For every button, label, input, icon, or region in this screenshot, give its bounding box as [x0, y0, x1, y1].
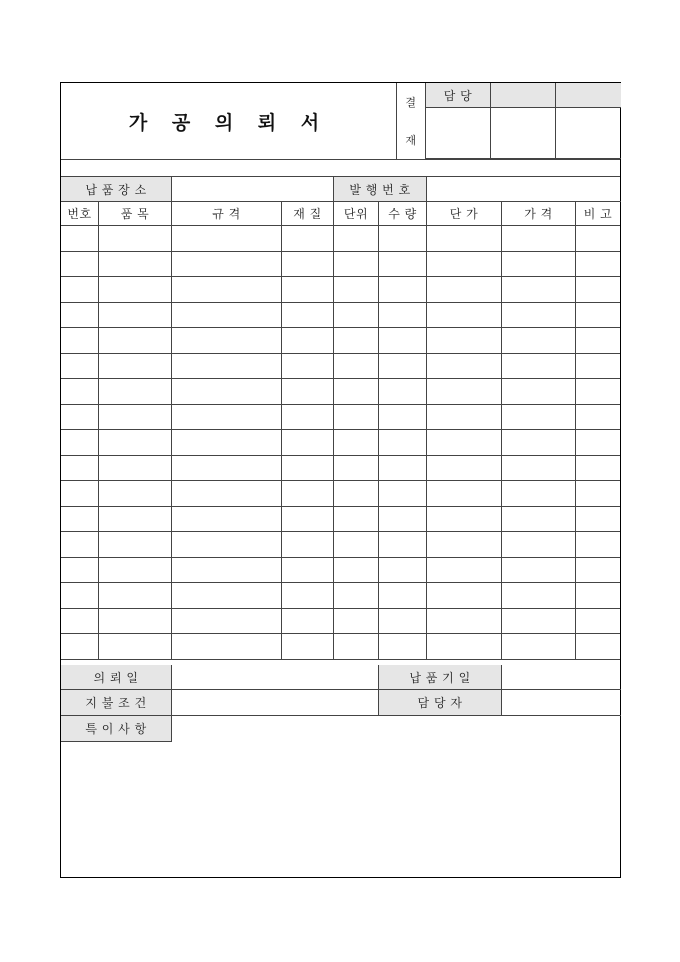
table-cell[interactable] — [99, 558, 172, 584]
table-cell[interactable] — [576, 379, 620, 405]
table-cell[interactable] — [379, 456, 427, 482]
table-cell[interactable] — [282, 583, 334, 609]
table-cell[interactable] — [282, 252, 334, 278]
table-cell[interactable] — [282, 609, 334, 635]
issue-number-label: 발 행 번 호 — [334, 177, 427, 202]
table-cell[interactable] — [172, 328, 282, 354]
table-cell[interactable] — [334, 303, 379, 329]
table-cell[interactable] — [576, 609, 620, 635]
table-cell[interactable] — [334, 456, 379, 482]
table-cell[interactable] — [61, 226, 99, 252]
issue-number-field[interactable] — [427, 177, 621, 202]
table-cell[interactable] — [379, 558, 427, 584]
table-cell[interactable] — [576, 507, 620, 533]
table-cell[interactable] — [379, 303, 427, 329]
table-cell[interactable] — [61, 277, 99, 303]
table-cell[interactable] — [502, 532, 576, 558]
table-cell[interactable] — [576, 532, 620, 558]
column-header: 비 고 — [576, 202, 620, 226]
table-cell[interactable] — [61, 507, 99, 533]
table-row — [61, 226, 620, 252]
table-cell[interactable] — [99, 252, 172, 278]
processing-request-form — [60, 82, 621, 878]
approval-header-manager: 담 당 — [426, 83, 491, 108]
table-cell[interactable] — [427, 634, 502, 660]
table-cell[interactable] — [61, 634, 99, 660]
table-cell[interactable] — [334, 558, 379, 584]
table-cell[interactable] — [379, 379, 427, 405]
table-row — [61, 405, 620, 431]
table-cell[interactable] — [379, 252, 427, 278]
table-cell[interactable] — [99, 328, 172, 354]
table-cell[interactable] — [427, 379, 502, 405]
table-cell[interactable] — [502, 379, 576, 405]
table-cell[interactable] — [502, 583, 576, 609]
table-cell[interactable] — [427, 456, 502, 482]
table-cell[interactable] — [576, 226, 620, 252]
table-cell[interactable] — [99, 226, 172, 252]
table-cell[interactable] — [172, 507, 282, 533]
table-cell[interactable] — [379, 583, 427, 609]
table-cell[interactable] — [379, 354, 427, 380]
table-cell[interactable] — [502, 507, 576, 533]
table-cell[interactable] — [99, 609, 172, 635]
request-date-field[interactable] — [172, 665, 379, 690]
table-row — [61, 532, 620, 558]
table-cell[interactable] — [282, 481, 334, 507]
table-cell[interactable] — [61, 558, 99, 584]
column-header: 번호 — [61, 202, 99, 226]
table-cell[interactable] — [172, 303, 282, 329]
table-cell[interactable] — [61, 328, 99, 354]
table-cell[interactable] — [379, 532, 427, 558]
table-cell[interactable] — [99, 507, 172, 533]
table-cell[interactable] — [282, 558, 334, 584]
approval-label-bottom: 재 — [397, 121, 426, 159]
table-cell[interactable] — [502, 277, 576, 303]
table-cell[interactable] — [334, 354, 379, 380]
remarks-label: 특 이 사 항 — [61, 716, 172, 742]
manager-field[interactable] — [502, 690, 621, 716]
table-cell[interactable] — [99, 532, 172, 558]
table-cell[interactable] — [502, 481, 576, 507]
table-cell[interactable] — [576, 430, 620, 456]
table-cell[interactable] — [427, 558, 502, 584]
table-cell[interactable] — [576, 481, 620, 507]
table-cell[interactable] — [427, 252, 502, 278]
table-cell[interactable] — [61, 609, 99, 635]
delivery-place-label: 납 품 장 소 — [61, 177, 172, 202]
table-row — [61, 354, 620, 380]
table-cell[interactable] — [379, 507, 427, 533]
table-cell[interactable] — [334, 634, 379, 660]
table-row — [61, 303, 620, 329]
table-cell[interactable] — [172, 226, 282, 252]
table-cell[interactable] — [99, 303, 172, 329]
table-cell[interactable] — [282, 430, 334, 456]
table-row — [61, 379, 620, 405]
table-cell[interactable] — [427, 609, 502, 635]
column-header: 수 량 — [379, 202, 427, 226]
table-cell[interactable] — [427, 277, 502, 303]
table-cell[interactable] — [172, 252, 282, 278]
delivery-date-field[interactable] — [502, 665, 621, 690]
table-cell[interactable] — [99, 456, 172, 482]
column-header: 단 가 — [427, 202, 502, 226]
table-cell[interactable] — [282, 507, 334, 533]
table-cell[interactable] — [334, 430, 379, 456]
table-row — [61, 609, 620, 635]
table-row — [61, 634, 620, 660]
table-cell[interactable] — [282, 354, 334, 380]
table-row — [61, 252, 620, 278]
table-cell[interactable] — [427, 430, 502, 456]
request-date-label: 의 뢰 일 — [61, 665, 172, 690]
table-cell[interactable] — [334, 277, 379, 303]
table-cell[interactable] — [576, 328, 620, 354]
table-cell[interactable] — [576, 303, 620, 329]
table-cell[interactable] — [427, 405, 502, 431]
table-cell[interactable] — [334, 481, 379, 507]
table-cell[interactable] — [99, 634, 172, 660]
table-cell[interactable] — [172, 558, 282, 584]
table-cell[interactable] — [576, 354, 620, 380]
table-cell[interactable] — [502, 430, 576, 456]
approval-header-2 — [491, 83, 556, 108]
table-cell[interactable] — [576, 277, 620, 303]
table-cell[interactable] — [172, 277, 282, 303]
remarks-area[interactable] — [61, 742, 620, 877]
table-cell[interactable] — [502, 634, 576, 660]
table-cell[interactable] — [427, 583, 502, 609]
table-row — [61, 277, 620, 303]
delivery-date-label: 납 품 기 일 — [379, 665, 502, 690]
table-cell[interactable] — [282, 405, 334, 431]
delivery-place-field[interactable] — [172, 177, 334, 202]
table-cell[interactable] — [427, 303, 502, 329]
table-row — [61, 558, 620, 584]
form-title: 가 공 의 뢰 서 — [61, 83, 397, 159]
table-row — [61, 456, 620, 482]
table-cell[interactable] — [172, 609, 282, 635]
table-cell[interactable] — [99, 405, 172, 431]
table-cell[interactable] — [61, 532, 99, 558]
table-cell[interactable] — [379, 481, 427, 507]
table-cell[interactable] — [282, 303, 334, 329]
table-cell[interactable] — [172, 583, 282, 609]
table-cell[interactable] — [502, 609, 576, 635]
table-cell[interactable] — [502, 558, 576, 584]
approval-sign-manager[interactable] — [426, 108, 491, 159]
table-cell[interactable] — [282, 226, 334, 252]
column-header: 재 질 — [282, 202, 334, 226]
table-cell[interactable] — [99, 354, 172, 380]
table-cell[interactable] — [576, 456, 620, 482]
approval-sign-2[interactable] — [491, 108, 556, 159]
table-row — [61, 328, 620, 354]
table-cell[interactable] — [282, 532, 334, 558]
column-header: 규 격 — [172, 202, 282, 226]
table-cell[interactable] — [334, 609, 379, 635]
table-cell[interactable] — [61, 252, 99, 278]
table-row — [61, 430, 620, 456]
table-cell[interactable] — [379, 328, 427, 354]
manager-label: 담 당 자 — [379, 690, 502, 716]
column-header: 품 목 — [99, 202, 172, 226]
table-cell[interactable] — [576, 252, 620, 278]
table-cell[interactable] — [502, 354, 576, 380]
approval-sign-3[interactable] — [556, 108, 621, 159]
table-cell[interactable] — [502, 303, 576, 329]
table-cell[interactable] — [576, 558, 620, 584]
table-cell[interactable] — [61, 303, 99, 329]
table-cell[interactable] — [379, 430, 427, 456]
table-cell[interactable] — [282, 379, 334, 405]
column-header: 가 격 — [502, 202, 576, 226]
table-cell[interactable] — [99, 481, 172, 507]
table-cell[interactable] — [99, 277, 172, 303]
table-cell[interactable] — [379, 609, 427, 635]
table-cell[interactable] — [61, 379, 99, 405]
table-cell[interactable] — [502, 405, 576, 431]
table-cell[interactable] — [576, 405, 620, 431]
table-cell[interactable] — [427, 532, 502, 558]
table-cell[interactable] — [61, 456, 99, 482]
table-cell[interactable] — [379, 277, 427, 303]
table-cell[interactable] — [334, 405, 379, 431]
payment-terms-label: 지 불 조 건 — [61, 690, 172, 716]
approval-label-top: 결 — [397, 83, 426, 121]
table-cell[interactable] — [172, 532, 282, 558]
table-cell[interactable] — [502, 328, 576, 354]
table-row — [61, 507, 620, 533]
table-cell[interactable] — [282, 277, 334, 303]
table-cell[interactable] — [334, 532, 379, 558]
table-cell[interactable] — [61, 430, 99, 456]
table-cell[interactable] — [172, 456, 282, 482]
divider — [61, 159, 620, 160]
approval-header-3 — [556, 83, 621, 108]
table-cell[interactable] — [379, 634, 427, 660]
table-cell[interactable] — [172, 405, 282, 431]
table-cell[interactable] — [172, 481, 282, 507]
table-cell[interactable] — [334, 252, 379, 278]
table-cell[interactable] — [334, 226, 379, 252]
table-cell[interactable] — [334, 379, 379, 405]
table-cell[interactable] — [99, 583, 172, 609]
table-row — [61, 481, 620, 507]
table-cell[interactable] — [282, 328, 334, 354]
table-cell[interactable] — [502, 226, 576, 252]
table-cell[interactable] — [427, 328, 502, 354]
table-cell[interactable] — [427, 507, 502, 533]
table-cell[interactable] — [427, 226, 502, 252]
table-cell[interactable] — [379, 405, 427, 431]
table-cell[interactable] — [172, 430, 282, 456]
table-cell[interactable] — [61, 583, 99, 609]
table-cell[interactable] — [576, 583, 620, 609]
table-cell[interactable] — [99, 379, 172, 405]
column-header: 단위 — [334, 202, 379, 226]
table-cell[interactable] — [282, 456, 334, 482]
payment-terms-field[interactable] — [172, 690, 379, 716]
table-cell[interactable] — [334, 583, 379, 609]
table-cell[interactable] — [282, 634, 334, 660]
table-cell[interactable] — [172, 354, 282, 380]
table-cell[interactable] — [172, 634, 282, 660]
table-cell[interactable] — [502, 252, 576, 278]
table-cell[interactable] — [427, 481, 502, 507]
table-cell[interactable] — [61, 354, 99, 380]
table-cell[interactable] — [334, 328, 379, 354]
table-cell[interactable] — [502, 456, 576, 482]
table-row — [61, 583, 620, 609]
table-cell[interactable] — [172, 379, 282, 405]
table-cell[interactable] — [427, 354, 502, 380]
table-cell[interactable] — [576, 634, 620, 660]
table-cell[interactable] — [61, 405, 99, 431]
table-cell[interactable] — [61, 481, 99, 507]
table-cell[interactable] — [99, 430, 172, 456]
table-cell[interactable] — [334, 507, 379, 533]
table-cell[interactable] — [379, 226, 427, 252]
